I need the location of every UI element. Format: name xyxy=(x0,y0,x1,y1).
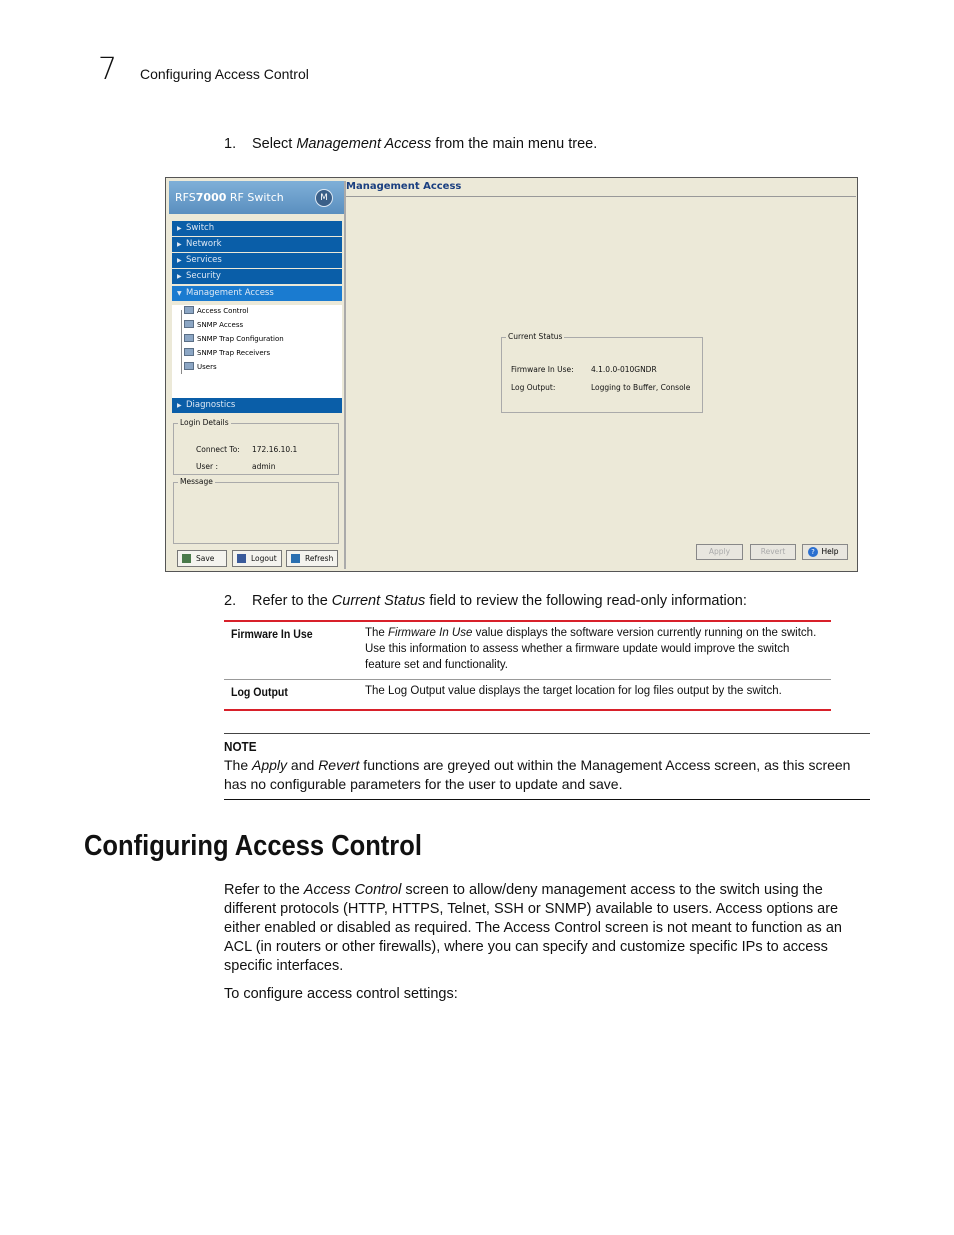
term: Firmware In Use xyxy=(231,627,313,641)
step-number: 2. xyxy=(224,593,237,609)
user-value: admin xyxy=(252,462,276,471)
message-group: Message xyxy=(173,482,339,544)
section-heading: Configuring Access Control xyxy=(84,830,422,862)
brand-bar xyxy=(169,181,344,214)
description: The Log Output value displays the target location for log files output by the switch. xyxy=(365,685,782,697)
menu-services[interactable]: ▶ Services xyxy=(172,253,342,268)
main-content-pane xyxy=(346,181,856,569)
tree-access-control[interactable]: Access Control xyxy=(184,306,249,315)
current-status-group: Current Status Firmware In Use: 4.1.0.0-010GNDR Log Output: Logging to Buffer, Console xyxy=(501,337,703,413)
logout-icon xyxy=(237,554,246,563)
help-button[interactable]: ? Help xyxy=(802,544,848,560)
tree-snmp-access[interactable]: SNMP Access xyxy=(184,320,243,329)
revert-button[interactable]: Revert xyxy=(750,544,796,560)
trap-receivers-icon xyxy=(184,348,194,356)
save-button[interactable]: Save xyxy=(177,550,227,567)
logout-button[interactable]: Logout xyxy=(232,550,282,567)
triangle-right-icon: ▶ xyxy=(177,241,182,248)
triangle-right-icon: ▶ xyxy=(177,402,182,409)
note-label: NOTE xyxy=(224,739,257,754)
note-text: The Apply and Revert functions are greyed out within the Management Access screen, as this screen has no configurable parameters for the user to update and save. xyxy=(224,757,851,792)
body-paragraph: Refer to the Access Control screen to allow/deny management access to the switch using the different protocols (HTTP, HTTPS, Telnet, SSH or SNMP) available to users. Access options are either enabled or disabled as required. The Access Control screen is not meant to function as an ACL (in routers or other firewalls), where you can specify and customize specific IPs to access specific interfaces. xyxy=(224,882,842,974)
triangle-down-icon: ▼ xyxy=(177,290,182,297)
access-control-icon xyxy=(184,306,194,314)
screen-title: Management Access xyxy=(346,181,462,192)
definitions-table xyxy=(224,620,831,711)
tree-users[interactable]: Users xyxy=(184,362,217,371)
refresh-button[interactable]: Refresh xyxy=(286,550,338,567)
body-paragraph: To configure access control settings: xyxy=(224,986,458,1002)
users-icon xyxy=(184,362,194,370)
triangle-right-icon: ▶ xyxy=(177,257,182,264)
triangle-right-icon: ▶ xyxy=(177,273,182,280)
management-access-tree xyxy=(172,305,342,399)
snmp-access-icon xyxy=(184,320,194,328)
step-2: 2. Refer to the Current Status field to review the following read-only information: xyxy=(224,593,747,609)
motorola-logo-icon: M xyxy=(315,189,333,207)
tree-snmp-trap-receivers[interactable]: SNMP Trap Receivers xyxy=(184,348,270,357)
refresh-icon xyxy=(291,554,300,563)
menu-security[interactable]: ▶ Security xyxy=(172,269,342,284)
save-icon xyxy=(182,554,191,563)
chapter-number: 7 xyxy=(98,52,118,87)
menu-diagnostics[interactable]: ▶ Diagnostics xyxy=(172,398,342,413)
menu-management-access[interactable]: ▼ Management Access xyxy=(172,286,342,301)
menu-network[interactable]: ▶ Network xyxy=(172,237,342,252)
note-box xyxy=(224,733,870,800)
term: Log Output xyxy=(231,685,288,699)
trap-config-icon xyxy=(184,334,194,342)
step-1: 1. Select Management Access from the main menu tree. xyxy=(224,136,598,152)
help-icon: ? xyxy=(808,547,818,557)
step-number: 1. xyxy=(224,136,237,152)
left-navigation-pane xyxy=(169,181,346,569)
tree-snmp-trap-configuration[interactable]: SNMP Trap Configuration xyxy=(184,334,284,343)
description: The Firmware In Use value displays the software version currently running on the switch. Use this information to assess whether a firmware update would improve the switch feature set and functionality. xyxy=(365,627,817,671)
management-access-screenshot xyxy=(165,177,858,572)
brand-title: RFS7000 RF Switch xyxy=(175,191,284,204)
table-row xyxy=(224,680,831,709)
menu-switch[interactable]: ▶ Switch xyxy=(172,221,342,236)
running-header: Configuring Access Control xyxy=(140,66,309,82)
triangle-right-icon: ▶ xyxy=(177,225,182,232)
apply-button[interactable]: Apply xyxy=(696,544,743,560)
connect-to-value: 172.16.10.1 xyxy=(252,445,298,454)
login-details-group: Login Details Connect To: 172.16.10.1 User : admin xyxy=(173,423,339,475)
firmware-value: 4.1.0.0-010GNDR xyxy=(591,365,657,374)
log-output-value: Logging to Buffer, Console xyxy=(591,383,691,392)
table-row xyxy=(224,622,831,679)
